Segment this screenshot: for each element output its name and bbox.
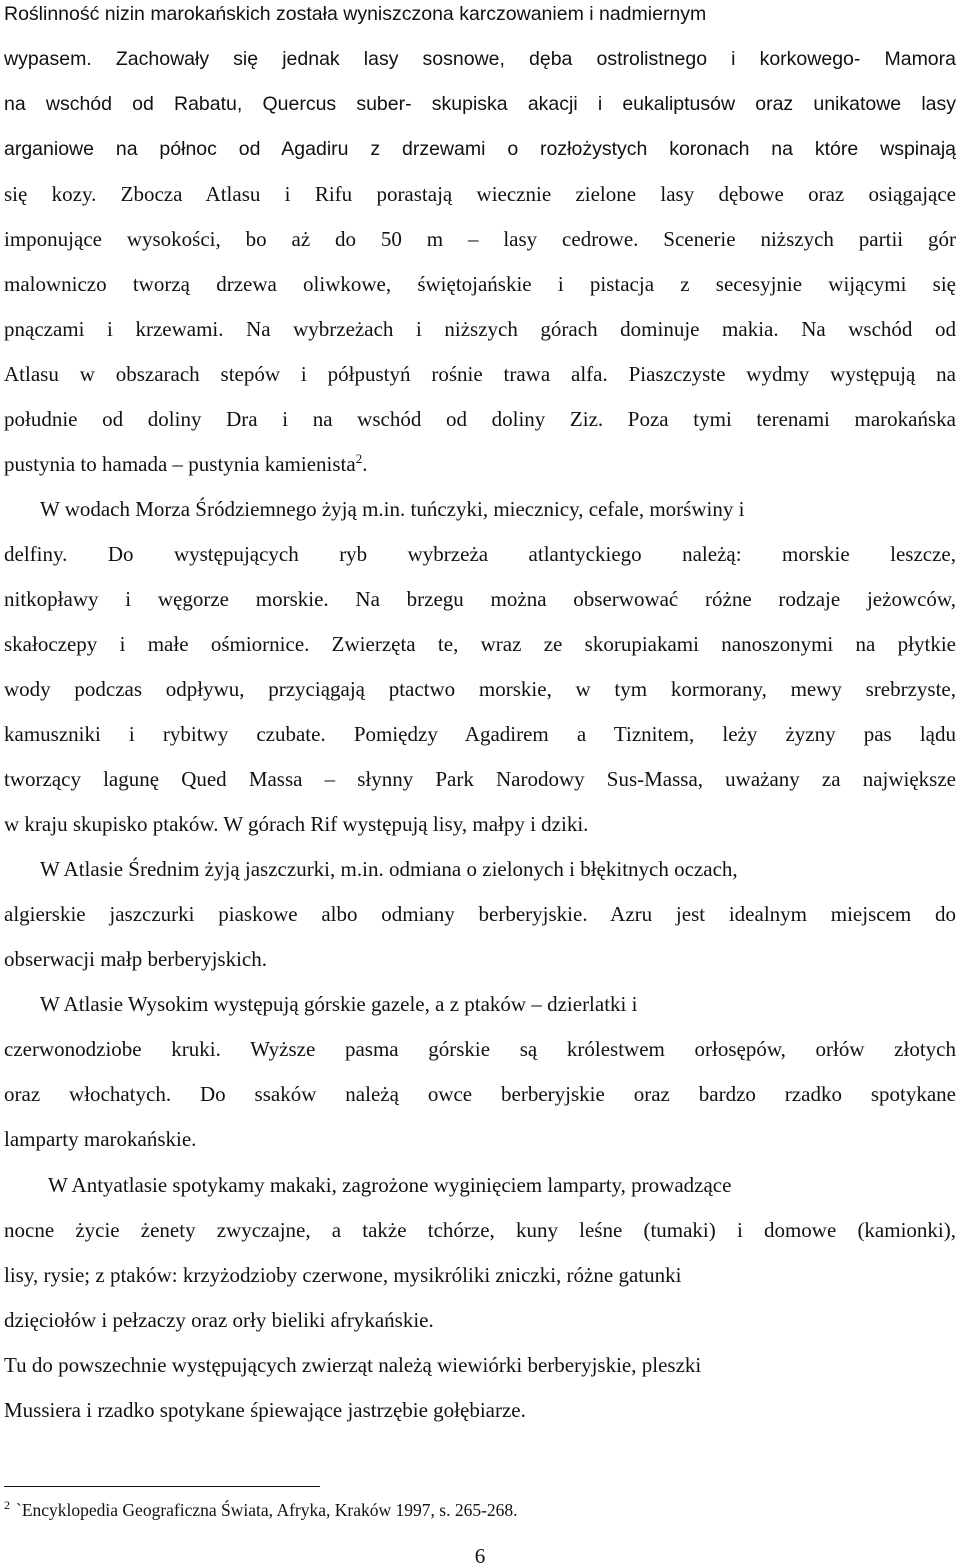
text-line: w kraju skupisko ptaków. W górach Rif występują lisy, małpy i dziki. — [4, 812, 589, 836]
text-line: pnączami i krzewami. Na wybrzeżach i niższych górach dominuje makia. Na wschód od — [4, 317, 956, 341]
footnote-number: 2 — [4, 1498, 10, 1513]
text-line: lamparty marokańskie. — [4, 1127, 197, 1151]
text-line: wypasem. Zachowały się jednak lasy sosnowe, dęba ostrolistnego i korkowego- Mamora — [4, 48, 956, 70]
text-line: oraz włochatych. Do ssaków należą owce berberyjskie oraz bardzo rzadko spotykane — [4, 1082, 956, 1106]
text-line: lisy, rysie; z ptaków: krzyżodzioby czerwone, mysikróliki zniczki, różne gatunki — [4, 1263, 682, 1287]
text-line: tworzący lagunę Qued Massa – słynny Park Narodowy Sus-Massa, uważany za największe — [4, 767, 956, 791]
text-line: Roślinność nizin marokańskich została wyniszczona karczowaniem i nadmiernym — [4, 3, 707, 25]
text-line: się kozy. Zbocza Atlasu i Rifu porastają wiecznie zielone lasy dębowe oraz osiągające — [4, 182, 956, 206]
text-line: kamuszniki i rybitwy czubate. Pomiędzy Agadirem a Tiznitem, leży żyzny pas lądu — [4, 722, 956, 746]
page-number: 6 — [474, 1544, 486, 1568]
text-line: malowniczo tworzą drzewa oliwkowe, świętojańskie i pistacja z secesyjnie wijącymi się — [4, 272, 956, 296]
text-line: dzięciołów i pełzaczy oraz orły bieliki afrykańskie. — [4, 1308, 434, 1332]
text-line: wody podczas odpływu, przyciągają ptactwo morskie, w tym kormorany, mewy srebrzyste, — [4, 677, 956, 701]
text-line: południe od doliny Dra i na wschód od doliny Ziz. Poza tymi terenami marokańska — [4, 407, 956, 431]
text-line: na wschód od Rabatu, Quercus suber- skupiska akacji i eukaliptusów oraz unikatowe lasy — [4, 93, 956, 115]
text-line: arganiowe na północ od Agadiru z drzewami o rozłożystych koronach na które wspinają — [4, 138, 956, 160]
text-line: Atlasu w obszarach stepów i półpustyń rośnie trawa alfa. Piaszczyste wydmy występują na — [4, 362, 956, 386]
text-line: W Atlasie Wysokim występują górskie gazele, a z ptaków – dzierlatki i — [40, 992, 638, 1016]
footnote-text: `Encyklopedia Geograficzna Świata, Afryka, Kraków 1997, s. 265-268. — [16, 1500, 518, 1520]
sentence-period: . — [362, 452, 368, 476]
text-line: Mussiera i rzadko spotykane śpiewające jastrzębie gołębiarze. — [4, 1398, 526, 1422]
text-line-with-footnote — [4, 452, 367, 476]
text-line: obserwacji małp berberyjskich. — [4, 947, 267, 971]
text-line: czerwonodziobe kruki. Wyższe pasma górskie są królestwem orłosępów, orłów złotych — [4, 1037, 956, 1061]
text-line: nitkopławy i węgorze morskie. Na brzegu można obserwować różne rodzaje jeżowców, — [4, 587, 956, 611]
text-line: nocne życie żenety zwyczajne, a także tchórze, kuny leśne (tumaki) i domowe (kamionki), — [4, 1218, 956, 1242]
text-line: W wodach Morza Śródziemnego żyją m.in. tuńczyki, miecznicy, cefale, morświny i — [40, 497, 745, 521]
text-line: imponujące wysokości, bo aż do 50 m – lasy cedrowe. Scenerie niższych partii gór — [4, 227, 956, 251]
text-line: Tu do powszechnie występujących zwierząt należą wiewiórki berberyjskie, pleszki — [4, 1353, 702, 1377]
text-line: pustynia to hamada – pustynia kamienista — [4, 452, 356, 476]
footnote-separator — [4, 1486, 320, 1487]
text-line: algierskie jaszczurki piaskowe albo odmiany berberyjskie. Azru jest idealnym miejscem do — [4, 902, 956, 926]
text-line: delfiny. Do występujących ryb wybrzeża atlantyckiego należą: morskie leszcze, — [4, 542, 956, 566]
footnote — [4, 1499, 518, 1521]
text-line: W Antyatlasie spotykamy makaki, zagrożone wyginięciem lamparty, prowadzące — [48, 1173, 732, 1197]
text-line: W Atlasie Średnim żyją jaszczurki, m.in. odmiana o zielonych i błękitnych oczach, — [40, 857, 738, 881]
text-line: skałoczepy i małe ośmiornice. Zwierzęta te, wraz ze skorupiakami nanoszonymi na płytkie — [4, 632, 956, 656]
footnote-marker: 2 — [355, 451, 363, 466]
